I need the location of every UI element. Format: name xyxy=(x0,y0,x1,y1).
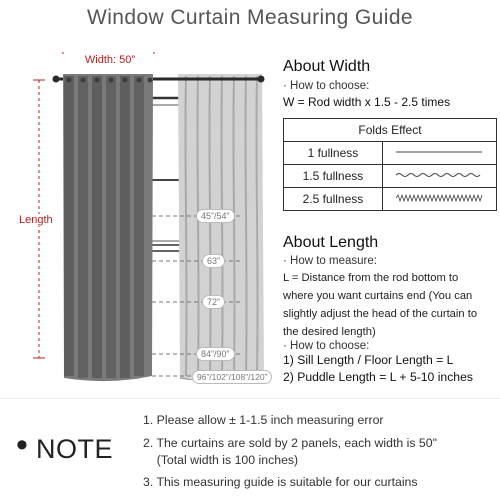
measure-label: 72” xyxy=(202,295,225,309)
width-label: Width: 50” xyxy=(62,54,158,66)
desc-line: L = Distance from the rod bottom to xyxy=(283,272,459,284)
measure-label: 84”/90” xyxy=(196,347,235,361)
fold-wave xyxy=(382,142,496,165)
note-bullet: • xyxy=(16,426,28,464)
length-item: 1) Sill Length / Floor Length = L xyxy=(283,353,454,367)
note-item: 1. Please allow ± 1-1.5 inch measuring error xyxy=(143,413,384,427)
note-item: 3. This measuring guide is suitable for our curtains xyxy=(143,475,418,489)
fold-label: 1 fullness xyxy=(284,142,383,165)
measure-label: 63” xyxy=(202,254,225,268)
fold-label: 1.5 fullness xyxy=(284,165,383,188)
blackout-curtain-panel xyxy=(63,74,153,381)
note-item: 2. The curtains are sold by 2 panels, each width is 50" xyxy=(143,436,437,450)
desc-line: slightly adjust the head of the curtain to xyxy=(283,308,478,320)
divider xyxy=(0,398,500,399)
table-row xyxy=(284,165,497,188)
width-how-to-choose: · How to choose: xyxy=(283,80,370,92)
length-how-to-measure: · How to measure: xyxy=(283,255,377,267)
fold-wave xyxy=(382,188,496,211)
about-length-heading: About Length xyxy=(283,234,379,251)
desc-line: the desired length) xyxy=(283,326,376,338)
fold-wave xyxy=(382,165,496,188)
note-item: (Total width is 100 inches) xyxy=(143,453,299,467)
note-heading: NOTE xyxy=(36,434,114,464)
folds-effect-table xyxy=(283,118,497,211)
dense-wave-icon xyxy=(394,193,484,203)
length-item: 2) Puddle Length = L + 5-10 inches xyxy=(283,370,473,384)
sheer-curtain-panel xyxy=(178,74,264,381)
length-how-to-choose: · How to choose: xyxy=(283,340,370,352)
length-label: Length xyxy=(19,214,53,226)
page-title: Window Curtain Measuring Guide xyxy=(87,6,413,29)
width-formula: W = Rod width x 1.5 - 2.5 times xyxy=(283,95,451,109)
measure-label: 96”/102”/108”/120” xyxy=(192,370,272,384)
fold-label: 2.5 fullness xyxy=(284,188,383,211)
folds-table-header: Folds Effect xyxy=(284,119,497,142)
flat-wave-icon xyxy=(394,147,484,157)
length-description xyxy=(283,269,498,341)
medium-wave-icon xyxy=(394,170,484,180)
table-row xyxy=(284,142,497,165)
measure-label: 45”/54” xyxy=(196,209,235,223)
desc-line: where you want curtains end (You can xyxy=(283,290,473,302)
table-row xyxy=(284,188,497,211)
about-width-heading: About Width xyxy=(283,58,371,75)
